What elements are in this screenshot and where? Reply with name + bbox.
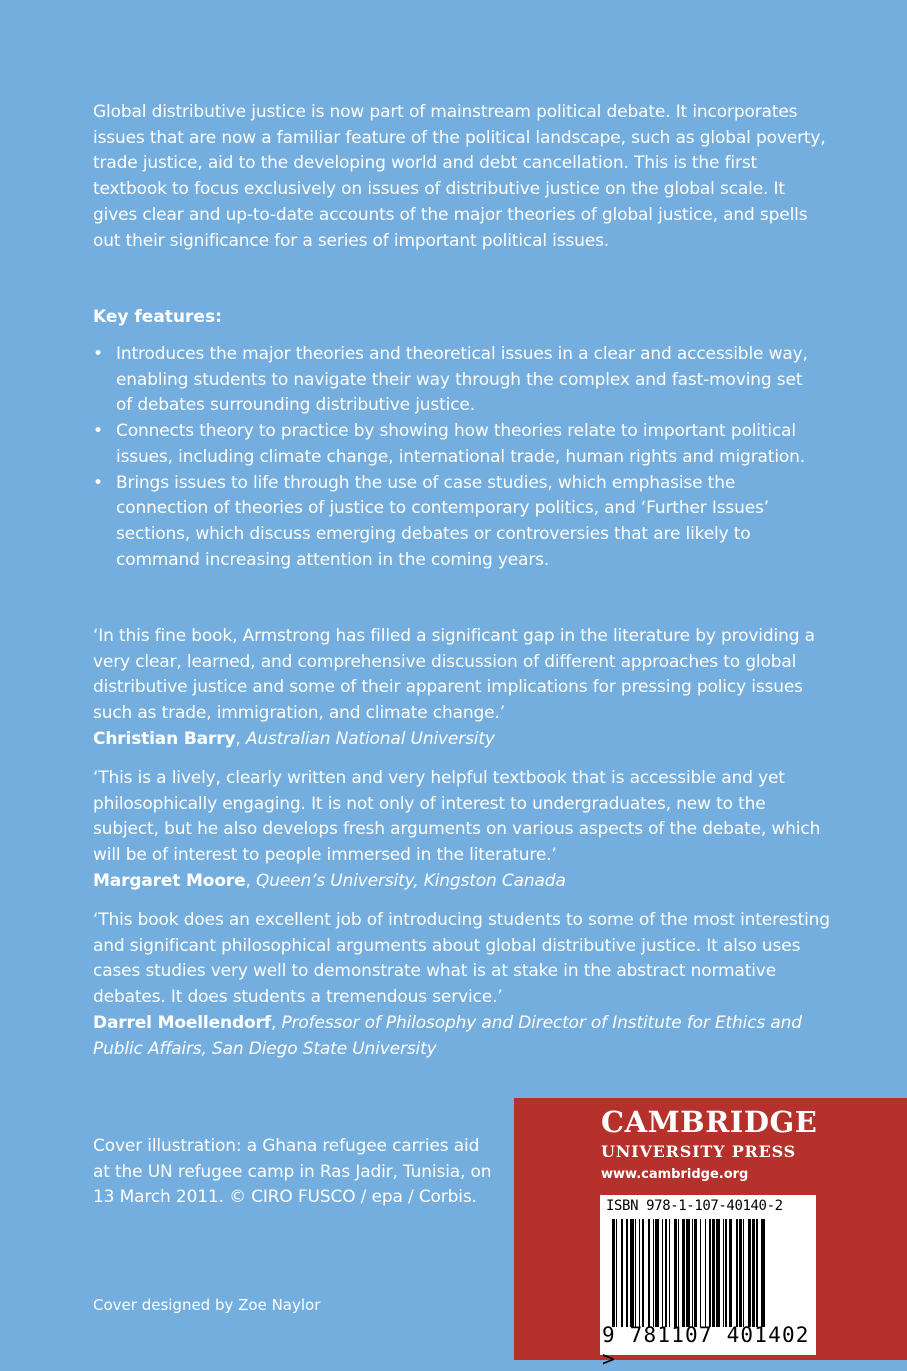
barcode-number: 9 781107 401402 > xyxy=(602,1323,810,1371)
bullet-icon: • xyxy=(93,472,103,493)
feature-item xyxy=(93,419,823,470)
cover-illustration-credit: Cover illustration: a Ghana refugee carries aid at the UN refugee camp in Ras Jadir, Tunisia, on 13 March 2011. © CIRO FUSCO / epa / Corbis. xyxy=(93,1136,492,1208)
barcode-bar xyxy=(682,1219,685,1327)
barcode-bar xyxy=(639,1219,640,1327)
review-quote xyxy=(93,624,833,753)
quote-attribution: Darrel Moellendorf, Professor of Philosophy and Director of Institute for Ethics and Public Affairs, San Diego State University xyxy=(93,1012,802,1059)
reviewer-name: Margaret Moore xyxy=(93,870,246,891)
barcode-bar xyxy=(692,1219,693,1327)
quote-text: ‘In this fine book, Armstrong has filled a significant gap in the literature by providing a very clear, learned, and comprehensive discussion of different approaches to global distributive justice and some of their apparent implications for pressing policy issues such as trade, immigration, and climate change.’ xyxy=(93,626,815,724)
review-quote xyxy=(93,766,833,895)
isbn-label: ISBN 978-1-107-40140-2 xyxy=(606,1198,783,1214)
barcode-bar xyxy=(662,1219,663,1327)
barcode-bar xyxy=(635,1219,636,1327)
barcode-bar xyxy=(736,1219,737,1327)
barcode-bar xyxy=(723,1219,724,1327)
feature-text: Introduces the major theories and theoretical issues in a clear and accessible way, enabling students to navigate their way through the complex and fast-moving set of debates surrounding distributive justice. xyxy=(116,344,808,416)
key-features-heading: Key features: xyxy=(93,307,222,327)
barcode-bar xyxy=(705,1219,706,1327)
publisher-url: www.cambridge.org xyxy=(601,1167,749,1182)
barcode-bar xyxy=(712,1219,715,1327)
barcode-bar xyxy=(642,1219,645,1327)
barcode-bar xyxy=(748,1219,751,1327)
quote-attribution: Margaret Moore, Queen’s University, Kingston Canada xyxy=(93,870,566,891)
barcode-bar xyxy=(725,1219,726,1327)
barcode-bar xyxy=(616,1219,617,1327)
barcode-bar xyxy=(621,1219,622,1327)
bullet-icon: • xyxy=(93,344,103,364)
feature-item xyxy=(93,471,823,574)
barcode-bar xyxy=(648,1219,649,1327)
quote-text: ‘This is a lively, clearly written and very helpful textbook that is accessible and yet philosophically engaging. It is not only of interest to undergraduates, new to the subject, but he also develops fresh arguments on various aspects of the debate, which will be of interest to people immersed in the literature.’ xyxy=(93,768,821,866)
barcode-bar xyxy=(716,1219,720,1327)
quote-attribution: Christian Barry, Australian National University xyxy=(93,728,495,749)
barcode-bar xyxy=(674,1219,677,1327)
key-features-list xyxy=(93,342,823,573)
barcode-panel xyxy=(600,1195,816,1371)
reviewer-affiliation: Australian National University xyxy=(245,728,495,749)
reviewer-affiliation: Professor of Philosophy and Director of Institute for Ethics and Public Affairs, San Diego State University xyxy=(93,1012,802,1059)
bullet-icon: • xyxy=(93,421,103,442)
publisher-block xyxy=(514,1098,907,1371)
barcode-bar xyxy=(669,1219,670,1327)
barcode-bar xyxy=(686,1219,690,1327)
book-description: Global distributive justice is now part of mainstream political debate. It incorporates issues that are now a familiar feature of the political landscape, such as global poverty, trade justice, aid to the developing world and debt cancellation. This is the first textbook to focus exclusively on issues of distributive justice on the global scale. It gives clear and up-to-date accounts of the major theories of global justice, and spells out their significance for a series of important political issues. xyxy=(93,102,826,251)
publisher-logo: CAMBRIDGE xyxy=(601,1105,818,1139)
feature-item xyxy=(93,342,823,419)
barcode-bar xyxy=(678,1219,679,1327)
barcode-bar xyxy=(653,1219,654,1327)
barcode-bar xyxy=(756,1219,757,1327)
feature-text: Brings issues to life through the use of case studies, which emphasise the connection of theories of justice to contemporary politics, and ‘Further Issues’ sections, which discuss emerging debates or controversies that are likely to command increasing attention in the coming years. xyxy=(116,472,770,570)
quote-text: ‘This book does an excellent job of introducing students to some of the most interesting and significant philosophical arguments about global distributive justice. It also uses cases studies very well to demonstrate what is at stake in the abstract normative debates. It does students a tremendous service.’ xyxy=(93,910,830,1008)
barcode-bar xyxy=(739,1219,742,1327)
barcode-bar xyxy=(665,1219,668,1327)
barcode-bar xyxy=(729,1219,732,1327)
barcode-bar xyxy=(752,1219,755,1327)
reviewer-name: Darrel Moellendorf xyxy=(93,1012,271,1033)
barcode-bar xyxy=(709,1219,710,1327)
barcode-bar xyxy=(743,1219,744,1327)
feature-text: Connects theory to practice by showing how theories relate to important political issues, including climate change, international trade, human rights and migration. xyxy=(116,421,806,467)
barcode-bar xyxy=(700,1219,701,1327)
reviewer-name: Christian Barry xyxy=(93,728,236,749)
barcode-bar xyxy=(694,1219,697,1327)
publisher-subtitle: UNIVERSITY PRESS xyxy=(601,1142,796,1161)
barcode-bar xyxy=(612,1219,615,1327)
barcode-bar xyxy=(626,1219,629,1327)
review-quote xyxy=(93,908,833,1062)
barcode-bar xyxy=(655,1219,659,1327)
cover-designer-credit: Cover designed by Zoe Naylor xyxy=(93,1296,321,1314)
barcode-bar xyxy=(761,1219,765,1327)
reviewer-affiliation: Queen’s University, Kingston Canada xyxy=(255,870,566,891)
barcode-icon xyxy=(612,1219,808,1327)
barcode-bar xyxy=(630,1219,634,1327)
